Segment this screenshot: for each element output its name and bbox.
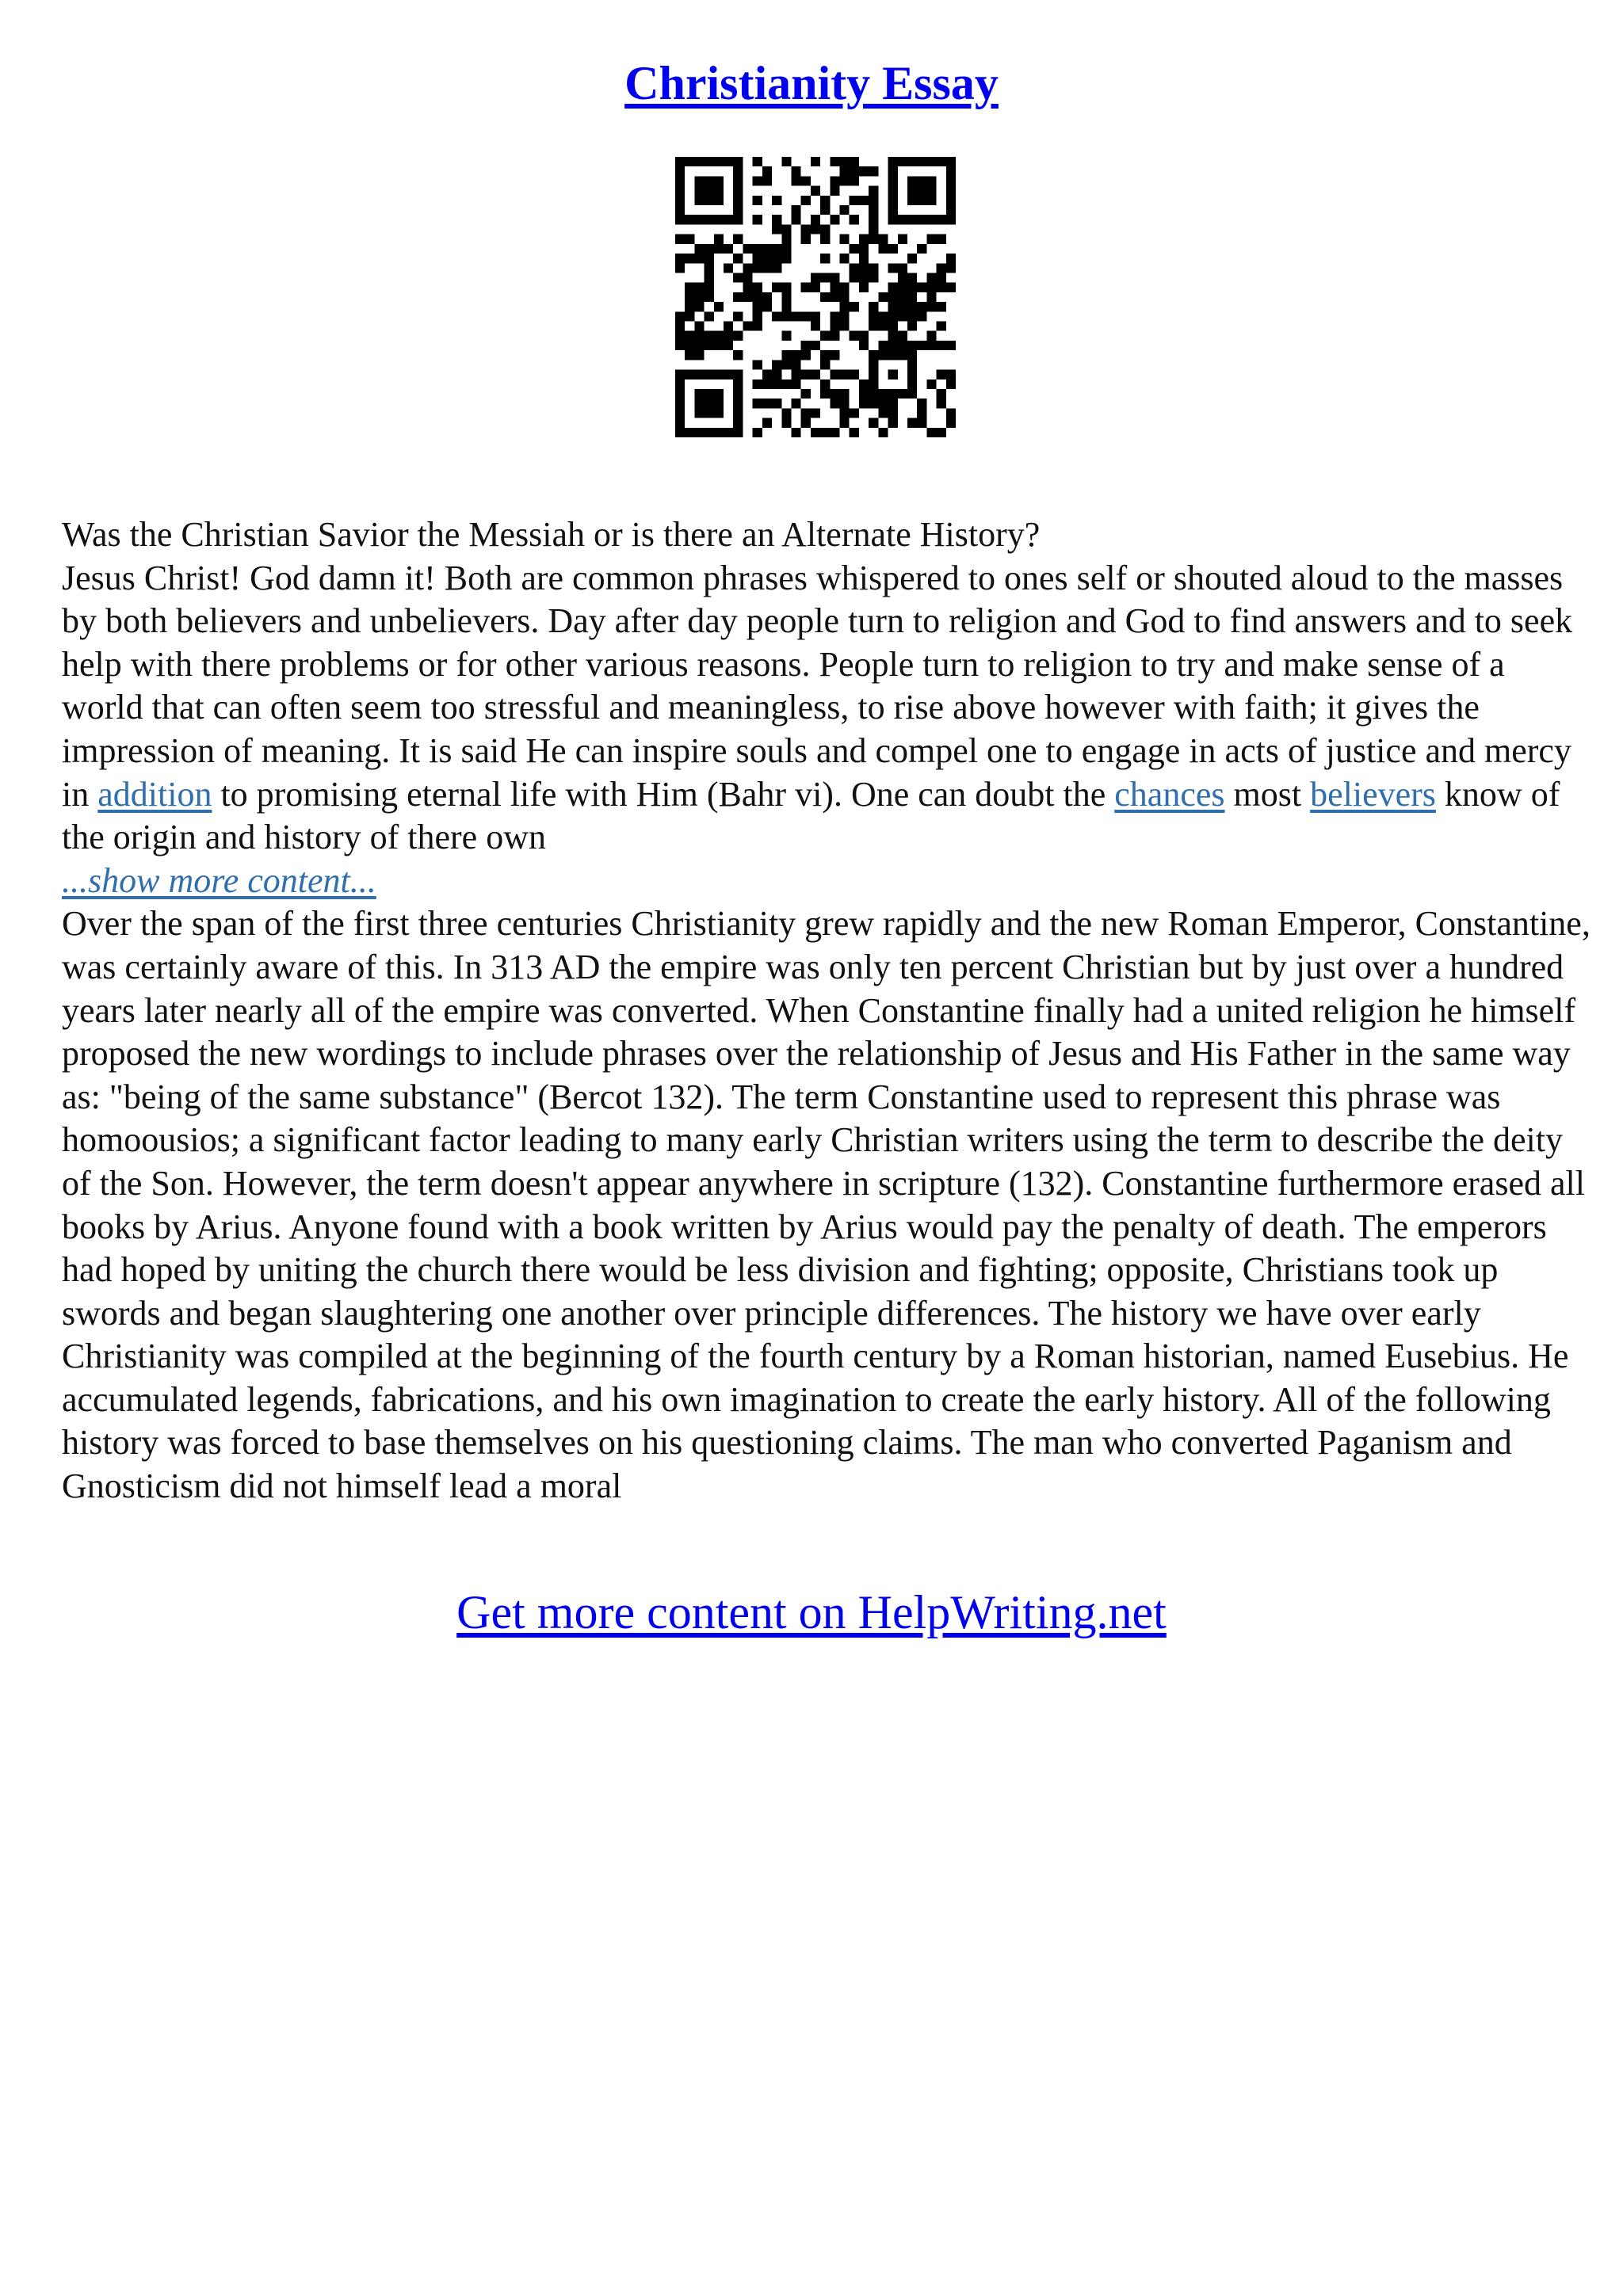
essay-subtitle: Was the Christian Savior the Messiah or is there an Alternate History? <box>62 515 1041 554</box>
intro-text-2: to promising eternal life with Him (Bahr vi). One can doubt the <box>212 774 1115 814</box>
document-title <box>0 57 1623 109</box>
essay-body <box>62 513 1591 1508</box>
qr-code-image <box>675 157 956 437</box>
intro-text-1: Jesus Christ! God damn it! Both are common phrases whispered to ones self or shouted aloud to the masses by both believers and unbelievers. Day after day people turn to religion and God to find answers and to seek help with there problems or for other various reasons. People turn to religion to try and make sense of a world that can often seem too stressful and meaningless, to rise above however with faith; it gives the impression of meaning. It is said He can inspire souls and compel one to engage in acts of justice and mercy in <box>62 558 1573 814</box>
link-chances[interactable]: chances <box>1114 774 1225 814</box>
helpwriting-link[interactable]: Get more content on HelpWriting.net <box>456 1586 1167 1638</box>
title-link[interactable]: Christianity Essay <box>624 57 999 109</box>
intro-text-4: know of the origin and history of there own <box>62 774 1560 857</box>
show-more-line <box>62 860 1591 903</box>
essay-intro-paragraph <box>62 557 1591 860</box>
link-addition[interactable]: addition <box>97 774 212 814</box>
essay-continuation-paragraph: Over the span of the first three centuries Christianity grew rapidly and the new Roman Emperor, Constantine, was certainly aware of this. In 313 AD the empire was only ten percent Christian but by just over a hundred years later nearly all of the empire was converted. When Constantine finally had a united religion he himself proposed the new wordings to include phrases over the relationship of Jesus and His Father in the same way as: "being of the same substance" (Bercot 132). The term Constantine used to represent this phrase was homoousios; a significant factor leading to many early Christian writers using the term to describe the deity of the Son. However, the term doesn't appear anywhere in scripture (132). Constantine furthermore erased all books by Arius. Anyone found with a book written by Arius would pay the penalty of death. The emperors had hoped by uniting the church there would be less division and fighting; opposite, Christians took up swords and began slaughtering one another over principle differences. The history we have over early Christianity was compiled at the beginning of the fourth century by a Roman historian, named Eusebius. He accumulated legends, fabrications, and his own imagination to create the early history. All of the following history was forced to base themselves on his questioning claims. The man who converted Paganism and Gnosticism did not himself lead a moral <box>62 904 1591 1506</box>
footer <box>0 1586 1623 1638</box>
intro-text-3: most <box>1224 774 1311 814</box>
show-more-link[interactable]: ...show more content... <box>62 860 376 900</box>
link-believers[interactable]: believers <box>1310 774 1436 814</box>
